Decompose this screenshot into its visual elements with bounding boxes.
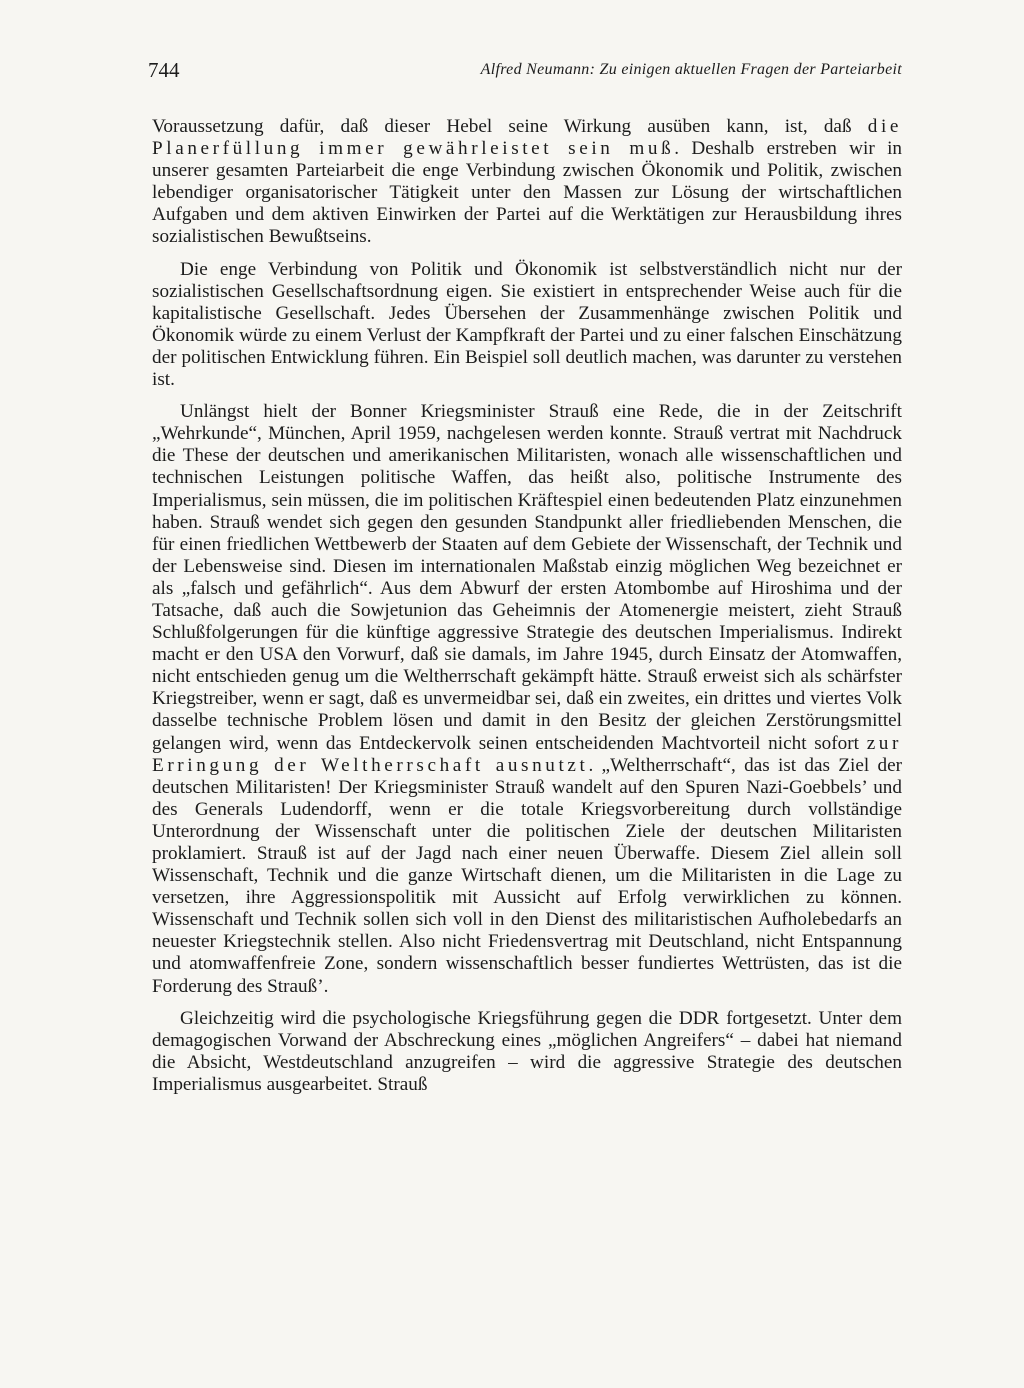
paragraph-4: Gleichzeitig wird die psychologische Kriegsführung gegen die DDR fortgesetzt. Unter dem demagogischen Vorwand der Abschreckung eines „möglichen Angreifers“ – dabei hat niemand die Absicht, Westdeutschland anzugreifen – wird die aggressive Strategie des deutschen Imperialismus ausgearbeitet. Strauß <box>152 1007 902 1095</box>
paragraph-2: Die enge Verbindung von Politik und Ökonomik ist selbstverständlich nicht nur der sozialistischen Gesellschaftsordnung eigen. Sie existiert in entsprechender Weise auch für die kapitalistische Gesellschaft. Jedes Übersehen der Zusammenhänge zwischen Politik und Ökonomik würde zu einem Verlust der Kampfkraft der Partei und zu einer falschen Einschätzung der politischen Entwicklung führen. Ein Beispiel soll deutlich machen, was darunter zu verstehen ist. <box>152 258 902 391</box>
paragraph-3-text-c: . „Weltherrschaft“, das ist das Ziel der deutschen Militaristen! Der Kriegsminister Strauß wandelt auf den Spuren Nazi-Goebbels’ und des Generals Ludendorff, wenn er die totale Kriegsvorbereitung durch vollständige Unterordnung der Wissenschaft unter die politischen Ziele der deutschen Militaristen proklamiert. Strauß ist auf der Jagd nach einer neuen Überwaffe. Diesem Ziel allein soll Wissenschaft, Technik und die ganze Wirtschaft dienen, um die Militaristen in die Lage zu versetzen, ihre Aggressionspolitik mit Aussicht auf Erfolg verwirklichen zu können. Wissenschaft und Technik sollen sich voll in den Dienst des militaristischen Aufholebedarfs an neuester Kriegstechnik stellen. Also nicht Friedensvertrag mit Deutschland, nicht Entspannung und atomwaffenfreie Zone, sondern wissenschaftlich besser fundiertes Wettrüsten, das ist die Forderung des Strauß’. <box>152 754 902 997</box>
running-head: Alfred Neumann: Zu einigen aktuellen Fragen der Parteiarbeit <box>480 61 902 78</box>
paragraph-1 <box>152 116 902 249</box>
paragraph-1-text-a: Voraussetzung dafür, daß dieser Hebel seine Wirkung ausüben kann, ist, daß <box>152 116 868 137</box>
paragraph-3 <box>152 401 902 998</box>
spaced-emphasis: zur Erringung der Weltherrschaft ausnutzt <box>152 732 902 776</box>
spaced-emphasis: die Planerfüllung immer gewährleistet sein muß <box>152 116 902 160</box>
paragraph-3-text-a: Unlängst hielt der Bonner Kriegsminister Strauß eine Rede, die in der Zeitschrift „Wehrkunde“, München, April 1959, nachgelesen werden konnte. Strauß vertrat mit Nachdruck die These der deutschen und amerikanischen Militaristen, wonach alle wissenschaftlichen und technischen Leistungen politische Waffen, das heißt also, politische Instrumente des Imperialismus, sein müssen, die im politischen Kräftespiel einen bedeutenden Platz einzunehmen haben. Strauß wendet sich gegen den gesunden Standpunkt aller friedliebenden Menschen, die für einen friedlichen Wettbewerb der Staaten auf dem Gebiete der Wissenschaft, der Technik und der Lebensweise sind. Diesen im internationalen Maßstab einzig möglichen Weg bezeichnet er als „falsch und gefährlich“. Aus dem Abwurf der ersten Atombombe auf Hiroshima und der Tatsache, daß auch die Sowjetunion das Geheimnis der Atomenergie meistert, zieht Strauß Schlußfolgerungen für die künftige aggressive Strategie des deutschen Imperialismus. Indirekt macht er den USA den Vorwurf, daß sie damals, im Jahre 1945, durch Einsatz der Atomwaffen, nicht entschieden genug um die Weltherrschaft gekämpft hätte. Strauß erweist sich als schärfster Kriegstreiber, wenn er sagt, daß es unvermeidbar sei, daß ein zweites, ein drittes und viertes Volk dasselbe technische Problem lösen und damit in den Besitz der gleichen Zerstörungsmittel gelangen wird, wenn das Entdeckervolk seinen entscheidenden Machtvorteil nicht sofort <box>152 401 902 754</box>
page-number: 744 <box>148 58 180 82</box>
body-text <box>152 116 902 1096</box>
paragraph-1-text-c: . Deshalb erstreben wir in unserer gesamten Parteiarbeit die enge Verbindung zwischen Ökonomik und Politik, zwischen lebendiger organisatorischer Tätigkeit unter den Massen zur Lösung der wirtschaftlichen Aufgaben und dem aktiven Einwirken der Partei auf die Werktätigen zur Herausbildung ihres sozialistischen Bewußtseins. <box>152 138 902 248</box>
